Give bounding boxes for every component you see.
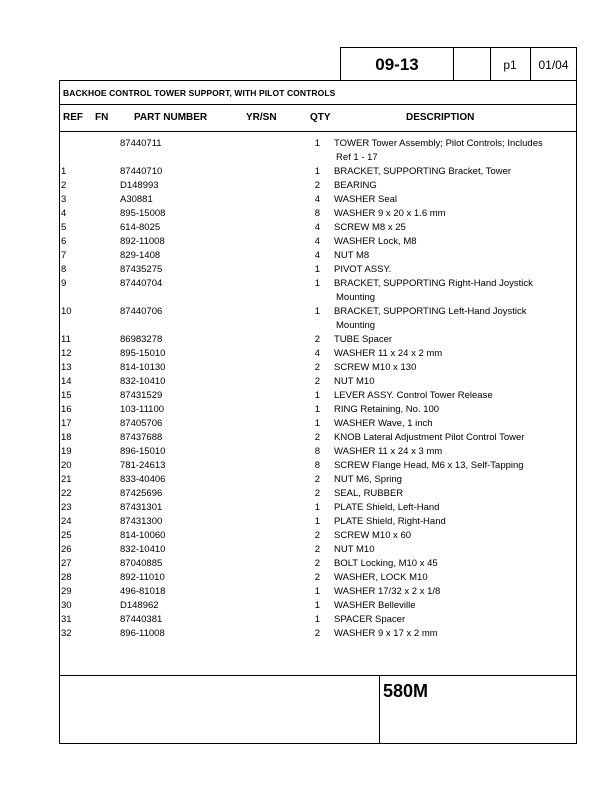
part-row: [60, 585, 576, 599]
part-number: 87435275: [120, 264, 163, 275]
parts-list: [60, 137, 576, 641]
title-divider: [60, 104, 576, 105]
part-qty: 8: [314, 208, 320, 219]
part-ref: 21: [61, 474, 72, 485]
part-ref: 11: [61, 334, 71, 345]
part-description-text: KNOB Lateral Adjustment Pilot Control Tower: [334, 432, 525, 443]
part-qty: 1: [314, 404, 320, 415]
part-description: [334, 487, 564, 501]
part-row: [60, 361, 576, 375]
part-description-text: BRACKET, SUPPORTING Right-Hand Joystick: [334, 278, 533, 289]
part-ref: 12: [61, 348, 72, 359]
part-ref: 17: [61, 418, 72, 429]
part-ref: 14: [61, 376, 72, 387]
part-description: [334, 347, 564, 361]
part-qty: 1: [314, 390, 320, 401]
part-description-text: SCREW M10 x 60: [334, 530, 412, 541]
part-qty: 2: [314, 544, 320, 555]
part-qty: 2: [314, 558, 320, 569]
part-description: [334, 137, 564, 165]
part-number: 496-81018: [120, 586, 166, 597]
part-description: [334, 221, 564, 235]
part-row: [60, 613, 576, 627]
part-row: [60, 557, 576, 571]
part-description: [334, 445, 564, 459]
part-row: [60, 179, 576, 193]
part-number: 87440706: [120, 306, 163, 317]
part-row: [60, 235, 576, 249]
part-description-text: RING Retaining, No. 100: [334, 404, 440, 415]
part-ref: 1: [61, 166, 67, 177]
part-number: 614-8025: [120, 222, 161, 233]
part-row: [60, 445, 576, 459]
part-ref: 7: [61, 250, 67, 261]
part-qty: 8: [314, 446, 320, 457]
part-row: [60, 571, 576, 585]
part-row: [60, 263, 576, 277]
part-description: [334, 501, 564, 515]
part-number: 895-15008: [120, 208, 166, 219]
blank-cell: [453, 48, 491, 81]
part-ref: 16: [61, 404, 72, 415]
part-row: [60, 529, 576, 543]
part-description-continued: Mounting: [336, 292, 376, 303]
part-qty: 4: [314, 236, 320, 247]
part-qty: 2: [314, 334, 320, 345]
part-number: 892-11008: [120, 236, 165, 247]
part-number: 87440704: [120, 278, 163, 289]
part-number: 814-10130: [120, 362, 166, 373]
part-description: [334, 375, 564, 389]
part-qty: 4: [314, 250, 320, 261]
part-description: [334, 571, 564, 585]
part-number: A30881: [120, 194, 153, 205]
part-number: 87431529: [120, 390, 163, 401]
part-ref: 20: [61, 460, 72, 471]
column-header-yrsn: YR/SN: [246, 112, 277, 123]
part-description: [334, 403, 564, 417]
part-qty: 2: [314, 474, 320, 485]
part-description-text: BRACKET, SUPPORTING Bracket, Tower: [334, 166, 512, 177]
part-number: 896-11008: [120, 628, 165, 639]
part-qty: 4: [314, 348, 320, 359]
part-description: [334, 543, 564, 557]
part-row: [60, 137, 576, 165]
part-row: [60, 193, 576, 207]
part-description-text: WASHER Seal: [334, 194, 397, 205]
page-number: p1: [490, 48, 531, 81]
column-header-part-number: PART NUMBER: [134, 112, 208, 123]
page-header-box: [340, 47, 577, 81]
part-description-text: PIVOT ASSY.: [334, 264, 392, 275]
part-description-text: TOWER Tower Assembly; Pilot Controls; Includes: [334, 138, 543, 149]
page-title: BACKHOE CONTROL TOWER SUPPORT, WITH PILOT CONTROLS: [63, 88, 336, 98]
part-description-text: WASHER Belleville: [334, 600, 416, 611]
part-qty: 2: [314, 628, 320, 639]
column-header-fn: FN: [95, 112, 109, 123]
part-row: [60, 403, 576, 417]
part-qty: 1: [314, 516, 320, 527]
part-number: 87440710: [120, 166, 163, 177]
footer-divider: [60, 675, 576, 676]
part-description: [334, 361, 564, 375]
part-number: 87040885: [120, 558, 163, 569]
part-ref: 18: [61, 432, 72, 443]
part-qty: 2: [314, 530, 320, 541]
part-ref: 6: [61, 236, 67, 247]
part-row: [60, 207, 576, 221]
section-number: 09-13: [341, 48, 454, 81]
part-qty: 2: [314, 572, 320, 583]
part-row: [60, 515, 576, 529]
part-description: [334, 235, 564, 249]
part-ref: 27: [61, 558, 72, 569]
part-qty: 4: [314, 222, 320, 233]
part-description: [334, 585, 564, 599]
part-description-text: PLATE Shield, Left-Hand: [334, 502, 440, 513]
part-number: 86983278: [120, 334, 163, 345]
part-description: [334, 389, 564, 403]
part-description-text: WASHER, LOCK M10: [334, 572, 428, 583]
part-qty: 1: [314, 166, 320, 177]
part-qty: 1: [314, 600, 320, 611]
part-qty: 1: [314, 418, 320, 429]
column-header-ref: REF: [63, 112, 83, 123]
part-number: 896-15010: [120, 446, 166, 457]
part-number: 87431301: [120, 502, 163, 513]
part-ref: 19: [61, 446, 72, 457]
part-number: 832-10410: [120, 376, 166, 387]
part-number: 103-11100: [120, 404, 165, 415]
part-number: 833-40406: [120, 474, 166, 485]
column-header-qty: QTY: [310, 112, 331, 123]
part-description-text: WASHER 9 x 20 x 1.6 mm: [334, 208, 446, 219]
part-ref: 24: [61, 516, 72, 527]
part-number: 87431300: [120, 516, 163, 527]
part-ref: 31: [61, 614, 72, 625]
part-qty: 2: [314, 432, 320, 443]
footer-column-divider: [379, 675, 380, 743]
part-row: [60, 543, 576, 557]
part-row: [60, 221, 576, 235]
part-description-text: WASHER Wave, 1 inch: [334, 418, 433, 429]
parts-page: [59, 47, 577, 744]
part-ref: 29: [61, 586, 72, 597]
part-row: [60, 249, 576, 263]
part-description: [334, 431, 564, 445]
part-row: [60, 165, 576, 179]
part-description: [334, 529, 564, 543]
part-description-text: PLATE Shield, Right-Hand: [334, 516, 446, 527]
part-row: [60, 347, 576, 361]
part-description: [334, 473, 564, 487]
part-ref: 10: [61, 306, 72, 317]
date-code: 01/04: [538, 57, 569, 72]
part-description: [334, 627, 564, 641]
part-row: [60, 487, 576, 501]
part-qty: 1: [314, 306, 320, 317]
part-ref: 26: [61, 544, 72, 555]
part-description: [334, 179, 564, 193]
column-header-description: DESCRIPTION: [406, 112, 475, 123]
part-description-text: SEAL, RUBBER: [334, 488, 404, 499]
part-description-text: NUT M10: [334, 544, 375, 555]
part-ref: 13: [61, 362, 72, 373]
part-row: [60, 417, 576, 431]
part-description: [334, 277, 564, 305]
part-description-text: NUT M10: [334, 376, 375, 387]
part-qty: 1: [314, 278, 320, 289]
part-qty: 2: [314, 362, 320, 373]
part-description: [334, 599, 564, 613]
part-number: 892-11010: [120, 572, 165, 583]
part-description-text: WASHER 11 x 24 x 3 mm: [334, 446, 443, 457]
part-row: [60, 333, 576, 347]
part-ref: 23: [61, 502, 72, 513]
part-ref: 25: [61, 530, 72, 541]
part-number: 87440711: [120, 138, 162, 149]
part-row: [60, 277, 576, 305]
part-description-text: NUT M6, Spring: [334, 474, 402, 485]
part-row: [60, 501, 576, 515]
part-description: [334, 193, 564, 207]
part-row: [60, 459, 576, 473]
part-description: [334, 613, 564, 627]
part-description-text: SCREW M10 x 130: [334, 362, 417, 373]
part-description-continued: Mounting: [336, 320, 376, 331]
part-description: [334, 263, 564, 277]
part-row: [60, 431, 576, 445]
part-number: 895-15010: [120, 348, 166, 359]
part-description-text: TUBE Spacer: [334, 334, 393, 345]
part-row: [60, 305, 576, 333]
part-row: [60, 473, 576, 487]
part-ref: 4: [61, 208, 67, 219]
part-number: 781-24613: [120, 460, 166, 471]
part-number: 87440381: [120, 614, 163, 625]
part-number: 829-1408: [120, 250, 161, 261]
part-number: 87405706: [120, 418, 163, 429]
part-qty: 2: [314, 488, 320, 499]
part-qty: 1: [314, 138, 320, 149]
part-ref: 3: [61, 194, 67, 205]
part-row: [60, 599, 576, 613]
part-row: [60, 389, 576, 403]
part-description-continued: Ref 1 - 17: [336, 152, 378, 163]
part-ref: 30: [61, 600, 72, 611]
part-number: 814-10060: [120, 530, 166, 541]
part-ref: 15: [61, 390, 72, 401]
part-description: [334, 557, 564, 571]
part-ref: 22: [61, 488, 72, 499]
part-description-text: SPACER Spacer: [334, 614, 406, 625]
part-number: 832-10410: [120, 544, 166, 555]
part-description: [334, 417, 564, 431]
part-row: [60, 627, 576, 641]
part-qty: 2: [314, 376, 320, 387]
part-description-text: BRACKET, SUPPORTING Left-Hand Joystick: [334, 306, 527, 317]
header-divider: [60, 131, 576, 132]
part-description-text: BEARING: [334, 180, 377, 191]
part-qty: 1: [314, 502, 320, 513]
part-ref: 32: [61, 628, 72, 639]
part-qty: 1: [314, 264, 320, 275]
model-number: 580M: [383, 681, 429, 701]
part-description: [334, 515, 564, 529]
part-row: [60, 375, 576, 389]
part-qty: 4: [314, 194, 320, 205]
part-description: [334, 459, 564, 473]
part-ref: 8: [61, 264, 67, 275]
part-description-text: LEVER ASSY. Control Tower Release: [334, 390, 493, 401]
part-ref: 2: [61, 180, 67, 191]
part-number: 87425696: [120, 488, 163, 499]
part-qty: 2: [314, 180, 320, 191]
part-ref: 28: [61, 572, 72, 583]
part-number: 87437688: [120, 432, 163, 443]
part-description: [334, 249, 564, 263]
part-description-text: WASHER 11 x 24 x 2 mm: [334, 348, 443, 359]
part-ref: 5: [61, 222, 67, 233]
part-description: [334, 333, 564, 347]
part-ref: 9: [61, 278, 67, 289]
part-description-text: WASHER 9 x 17 x 2 mm: [334, 628, 438, 639]
part-description: [334, 305, 564, 333]
part-description-text: SCREW Flange Head, M6 x 13, Self-Tapping: [334, 460, 524, 471]
part-number: D148993: [120, 180, 159, 191]
part-description-text: WASHER 17/32 x 2 x 1/8: [334, 586, 441, 597]
parts-frame: [59, 80, 577, 744]
part-description: [334, 165, 564, 179]
part-number: D148962: [120, 600, 159, 611]
part-qty: 8: [314, 460, 320, 471]
part-description-text: WASHER Lock, M8: [334, 236, 417, 247]
part-description-text: SCREW M8 x 25: [334, 222, 406, 233]
part-description: [334, 207, 564, 221]
part-description-text: NUT M8: [334, 250, 370, 261]
part-description-text: BOLT Locking, M10 x 45: [334, 558, 438, 569]
part-qty: 1: [314, 614, 320, 625]
part-qty: 1: [314, 586, 320, 597]
